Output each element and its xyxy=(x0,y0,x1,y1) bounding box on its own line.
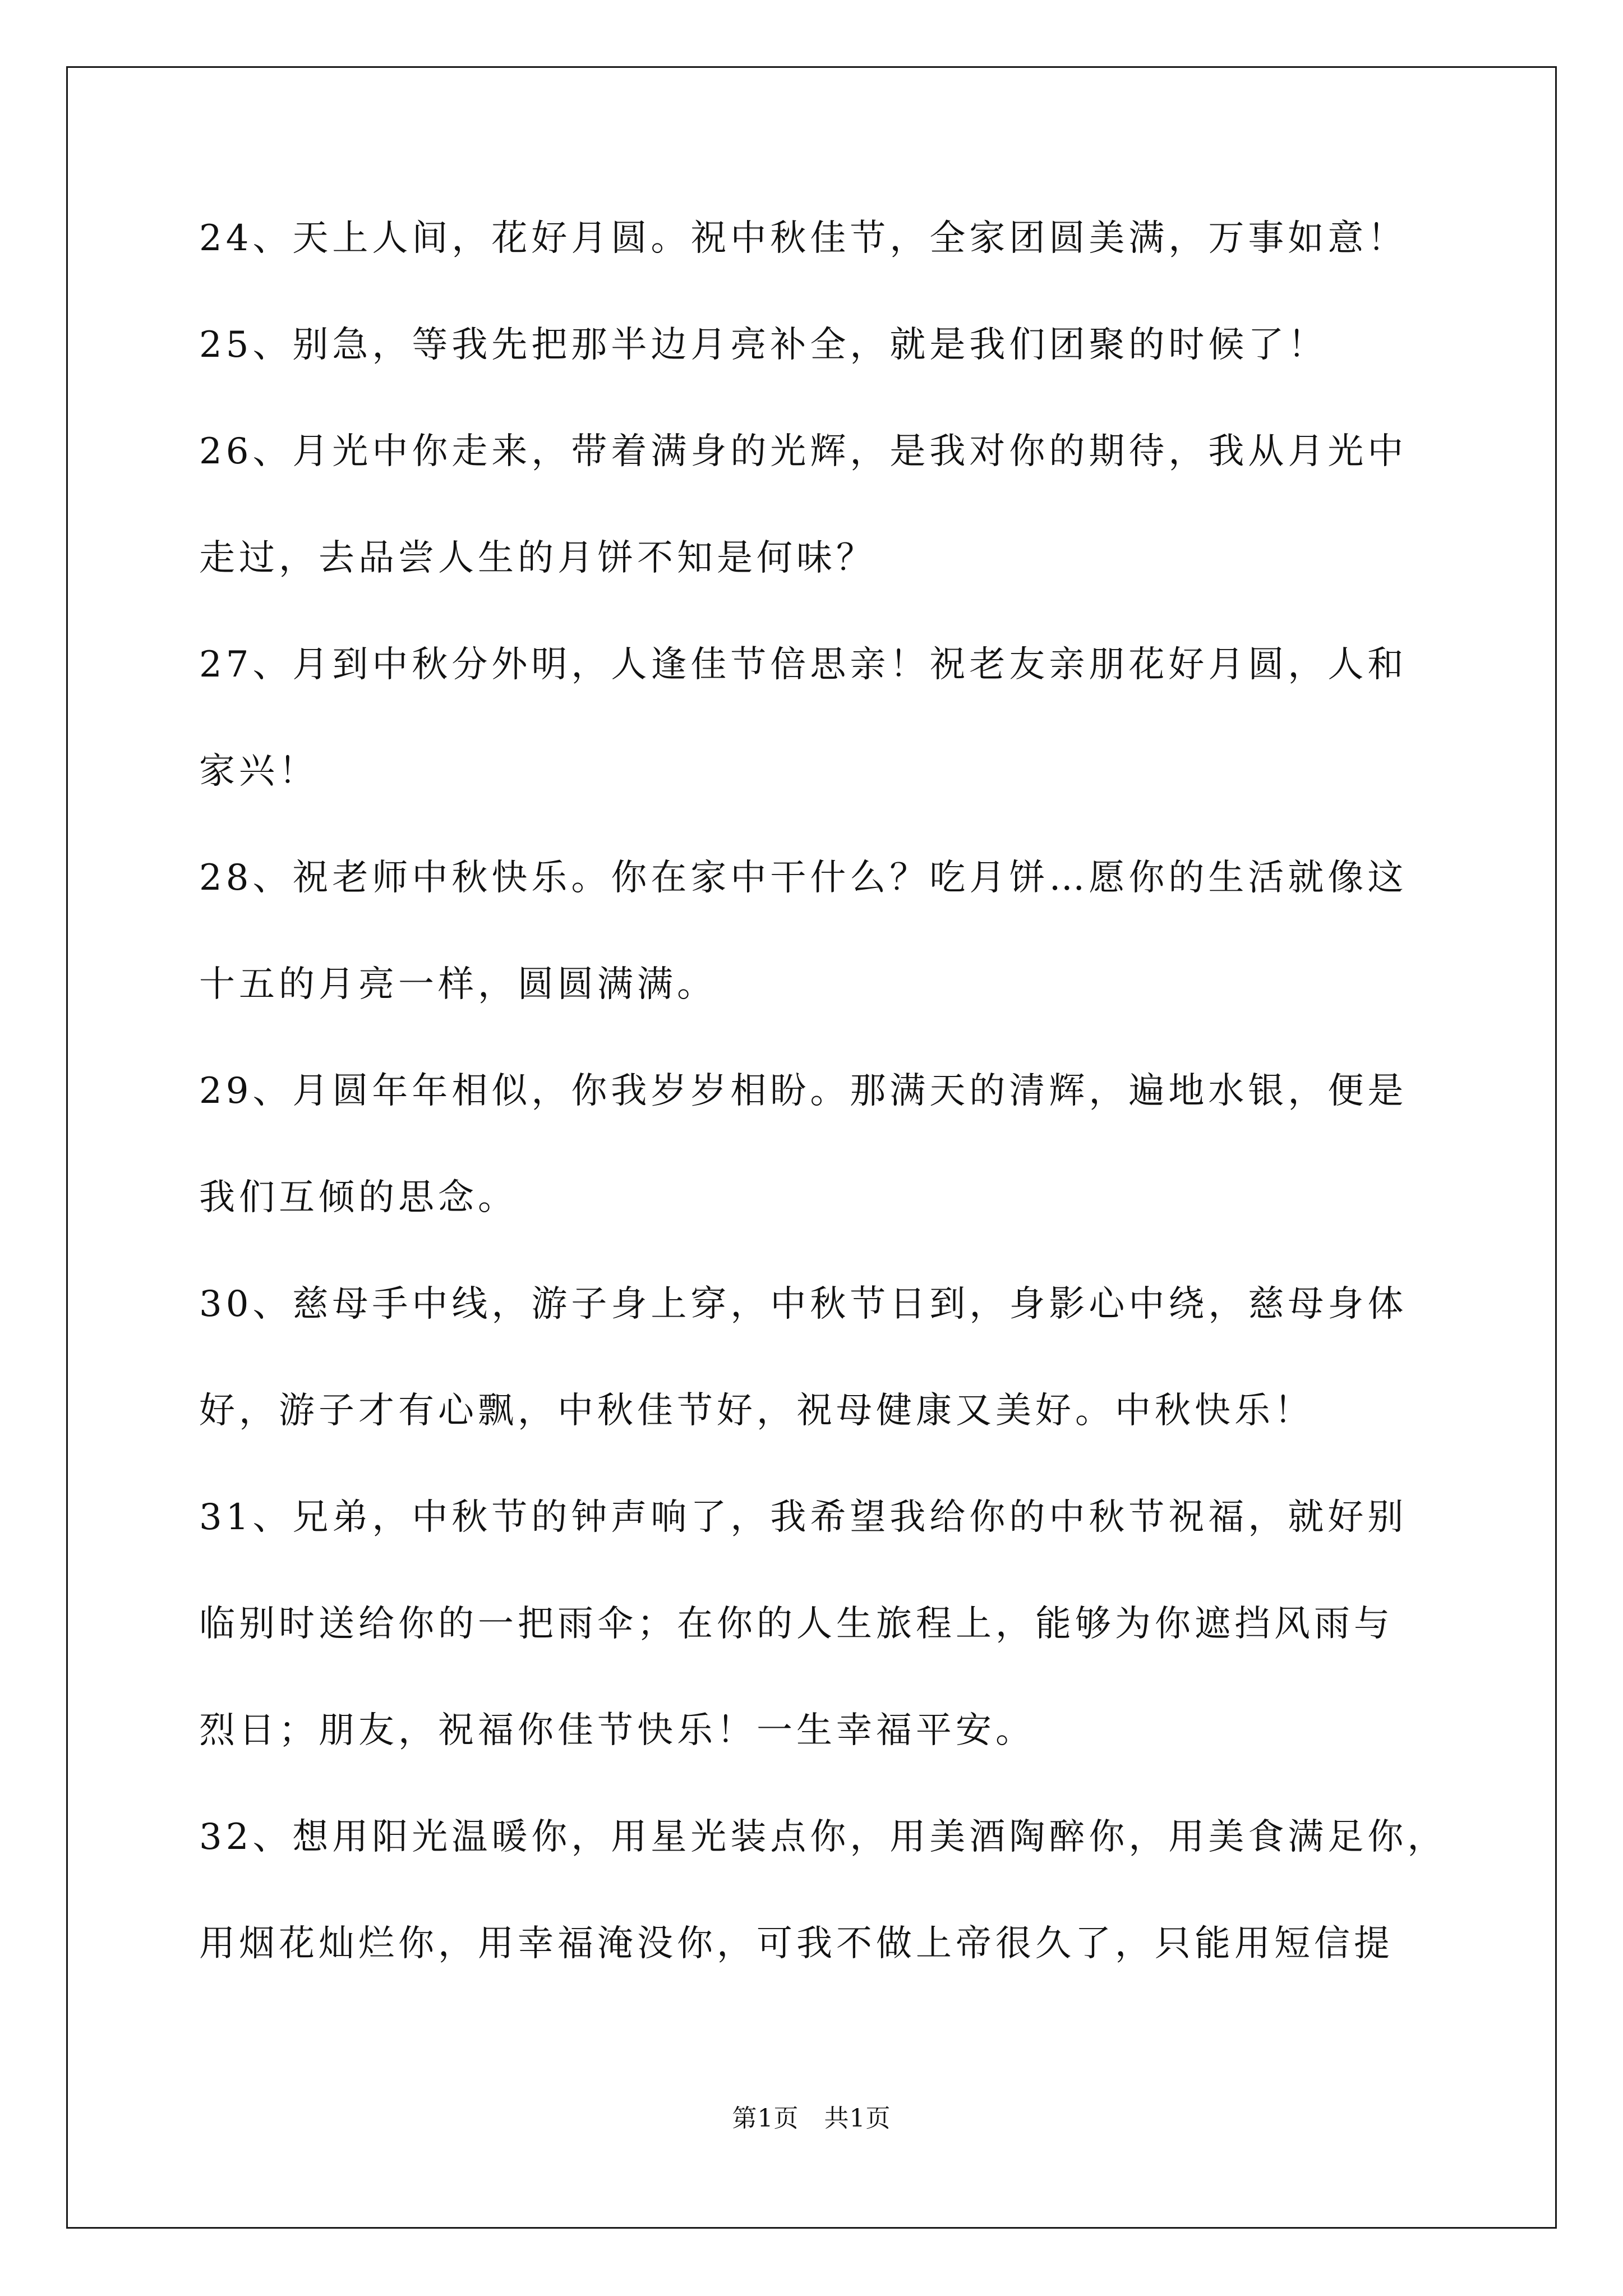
text-line: 好，游子才有心飘，中秋佳节好，祝母健康又美好。中秋快乐！ xyxy=(199,1390,1314,1432)
text-line: 27、月到中秋分外明，人逢佳节倍思亲！祝老友亲朋花好月圆，人和 xyxy=(199,644,1408,685)
text-line: 用烟花灿烂你，用幸福淹没你，可我不做上帝很久了，只能用短信提 xyxy=(199,1923,1394,1964)
text-line: 26、月光中你走来，带着满身的光辉，是我对你的期待，我从月光中 xyxy=(199,431,1408,472)
text-line: 31、兄弟，中秋节的钟声响了，我希望我给你的中秋节祝福，就好别 xyxy=(199,1497,1408,1538)
page-border xyxy=(66,66,1557,2229)
text-line: 十五的月亮一样，圆圆满满。 xyxy=(199,964,717,1005)
text-line: 32、想用阳光温暖你，用星光装点你，用美酒陶醉你，用美食满足你， xyxy=(199,1816,1447,1858)
text-line: 家兴！ xyxy=(199,751,319,792)
text-line: 29、月圆年年相似，你我岁岁相盼。那满天的清辉，遍地水银，便是 xyxy=(199,1070,1408,1112)
text-line: 28、祝老师中秋快乐。你在家中干什么？吃月饼…愿你的生活就像这 xyxy=(199,857,1408,899)
text-line: 24、天上人间，花好月圆。祝中秋佳节，全家团圆美满，万事如意！ xyxy=(199,218,1408,259)
text-line: 我们互倾的思念。 xyxy=(199,1177,518,1218)
text-line: 走过，去品尝人生的月饼不知是何味？ xyxy=(199,537,876,579)
text-line: 临别时送给你的一把雨伞；在你的人生旅程上，能够为你遮挡风雨与 xyxy=(199,1603,1394,1645)
text-line: 30、慈母手中线，游子身上穿，中秋节日到，身影心中绕，慈母身体 xyxy=(199,1283,1408,1325)
text-line: 25、别急，等我先把那半边月亮补全，就是我们团聚的时候了！ xyxy=(199,324,1328,366)
text-line: 烈日；朋友，祝福你佳节快乐！一生幸福平安。 xyxy=(199,1710,1035,1751)
page-footer: 第1页 共1页 xyxy=(732,2104,891,2133)
